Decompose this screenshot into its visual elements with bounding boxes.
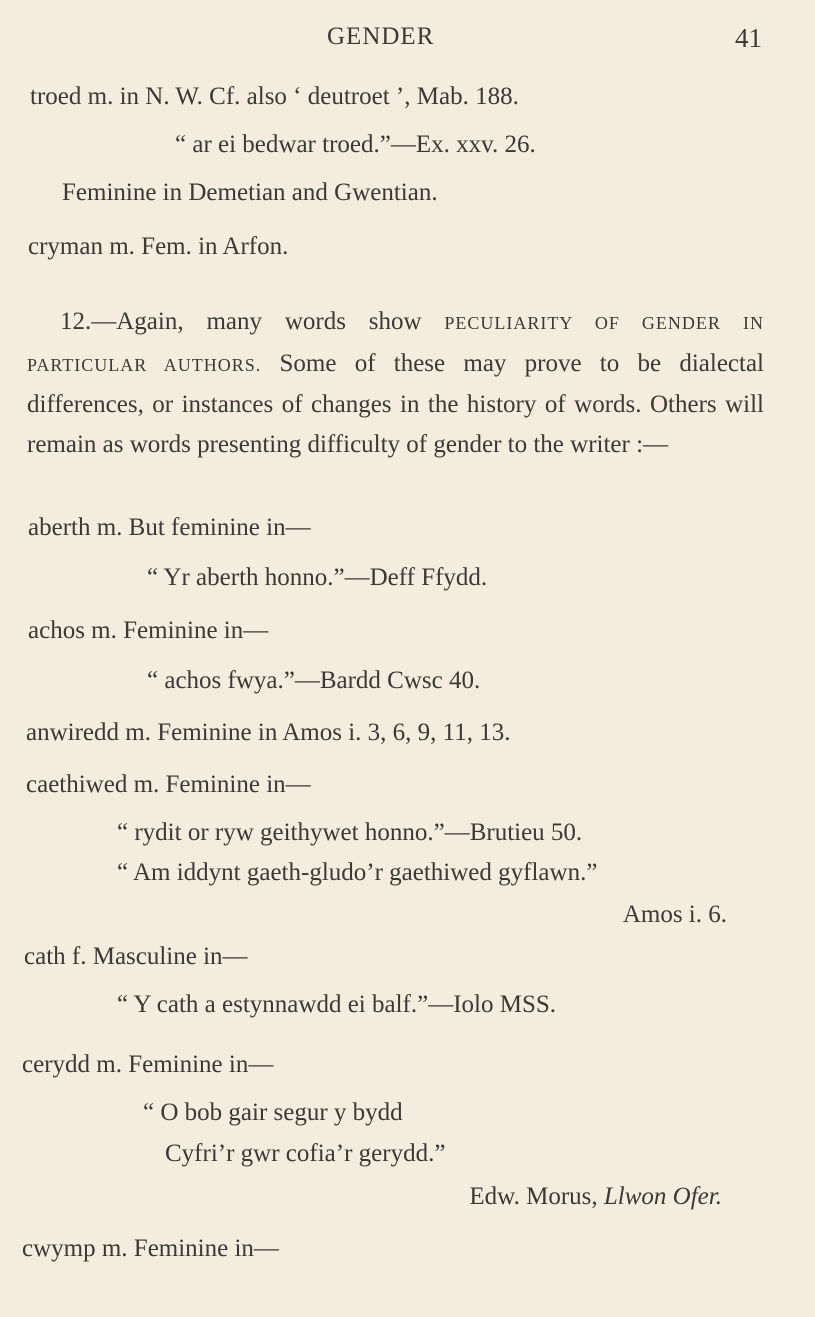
quotation: “ rydit or ryw geithywet honno.”—Brutieu 50. xyxy=(117,819,583,846)
text-line: troed m. in N. W. Cf. also ‘ deutroet ’, Mab. 188. xyxy=(30,83,519,110)
text-line: Feminine in Demetian and Gwentian. xyxy=(62,179,438,206)
entry-cwymp: cwymp m. Feminine in— xyxy=(22,1235,279,1262)
text-line: cryman m. Fem. in Arfon. xyxy=(28,233,289,260)
section-paragraph xyxy=(27,302,764,464)
small-caps-heading: PECULIARITY OF GENDER IN PARTICULAR AUTHORS. xyxy=(27,313,765,375)
paragraph-lead: 12.—Again, many words show xyxy=(60,308,445,335)
page-number: 41 xyxy=(735,23,762,53)
source-author: Edw. Morus, xyxy=(469,1183,604,1210)
entry-anwiredd: anwiredd m. Feminine in Amos i. 3, 6, 9, 11, 13. xyxy=(26,719,511,746)
quotation: Cyfri’r gwr cofia’r gerydd.” xyxy=(165,1140,446,1167)
quotation: “ Y cath a estynnawdd ei balf.”—Iolo MSS. xyxy=(117,991,557,1018)
quotation-source xyxy=(469,1182,722,1212)
quotation: “ achos fwya.”—Bardd Cwsc 40. xyxy=(147,667,481,694)
quotation: “ Am iddynt gaeth-gludo’r gaethiwed gyflawn.” xyxy=(117,859,598,886)
entry-cerydd: cerydd m. Feminine in— xyxy=(22,1051,274,1078)
paragraph-text: Some of these may prove to be dialectal differences, or instances of changes in the history of words. Others will remain as words presenting difficulty of gender to the writer :— xyxy=(27,349,764,458)
quotation-source: Amos i. 6. xyxy=(622,901,727,928)
source-title: Llwon Ofer. xyxy=(603,1183,722,1210)
quotation: “ Yr aberth honno.”—Deff Ffydd. xyxy=(147,564,488,591)
quotation: “ ar ei bedwar troed.”—Ex. xxv. 26. xyxy=(175,131,536,158)
entry-caethiwed: caethiwed m. Feminine in— xyxy=(26,771,311,798)
entry-cath: cath f. Masculine in— xyxy=(24,943,248,970)
entry-aberth: aberth m. But feminine in— xyxy=(28,514,311,541)
entry-achos: achos m. Feminine in— xyxy=(28,617,269,644)
running-header: GENDER xyxy=(327,23,435,50)
quotation: “ O bob gair segur y bydd xyxy=(143,1099,403,1126)
